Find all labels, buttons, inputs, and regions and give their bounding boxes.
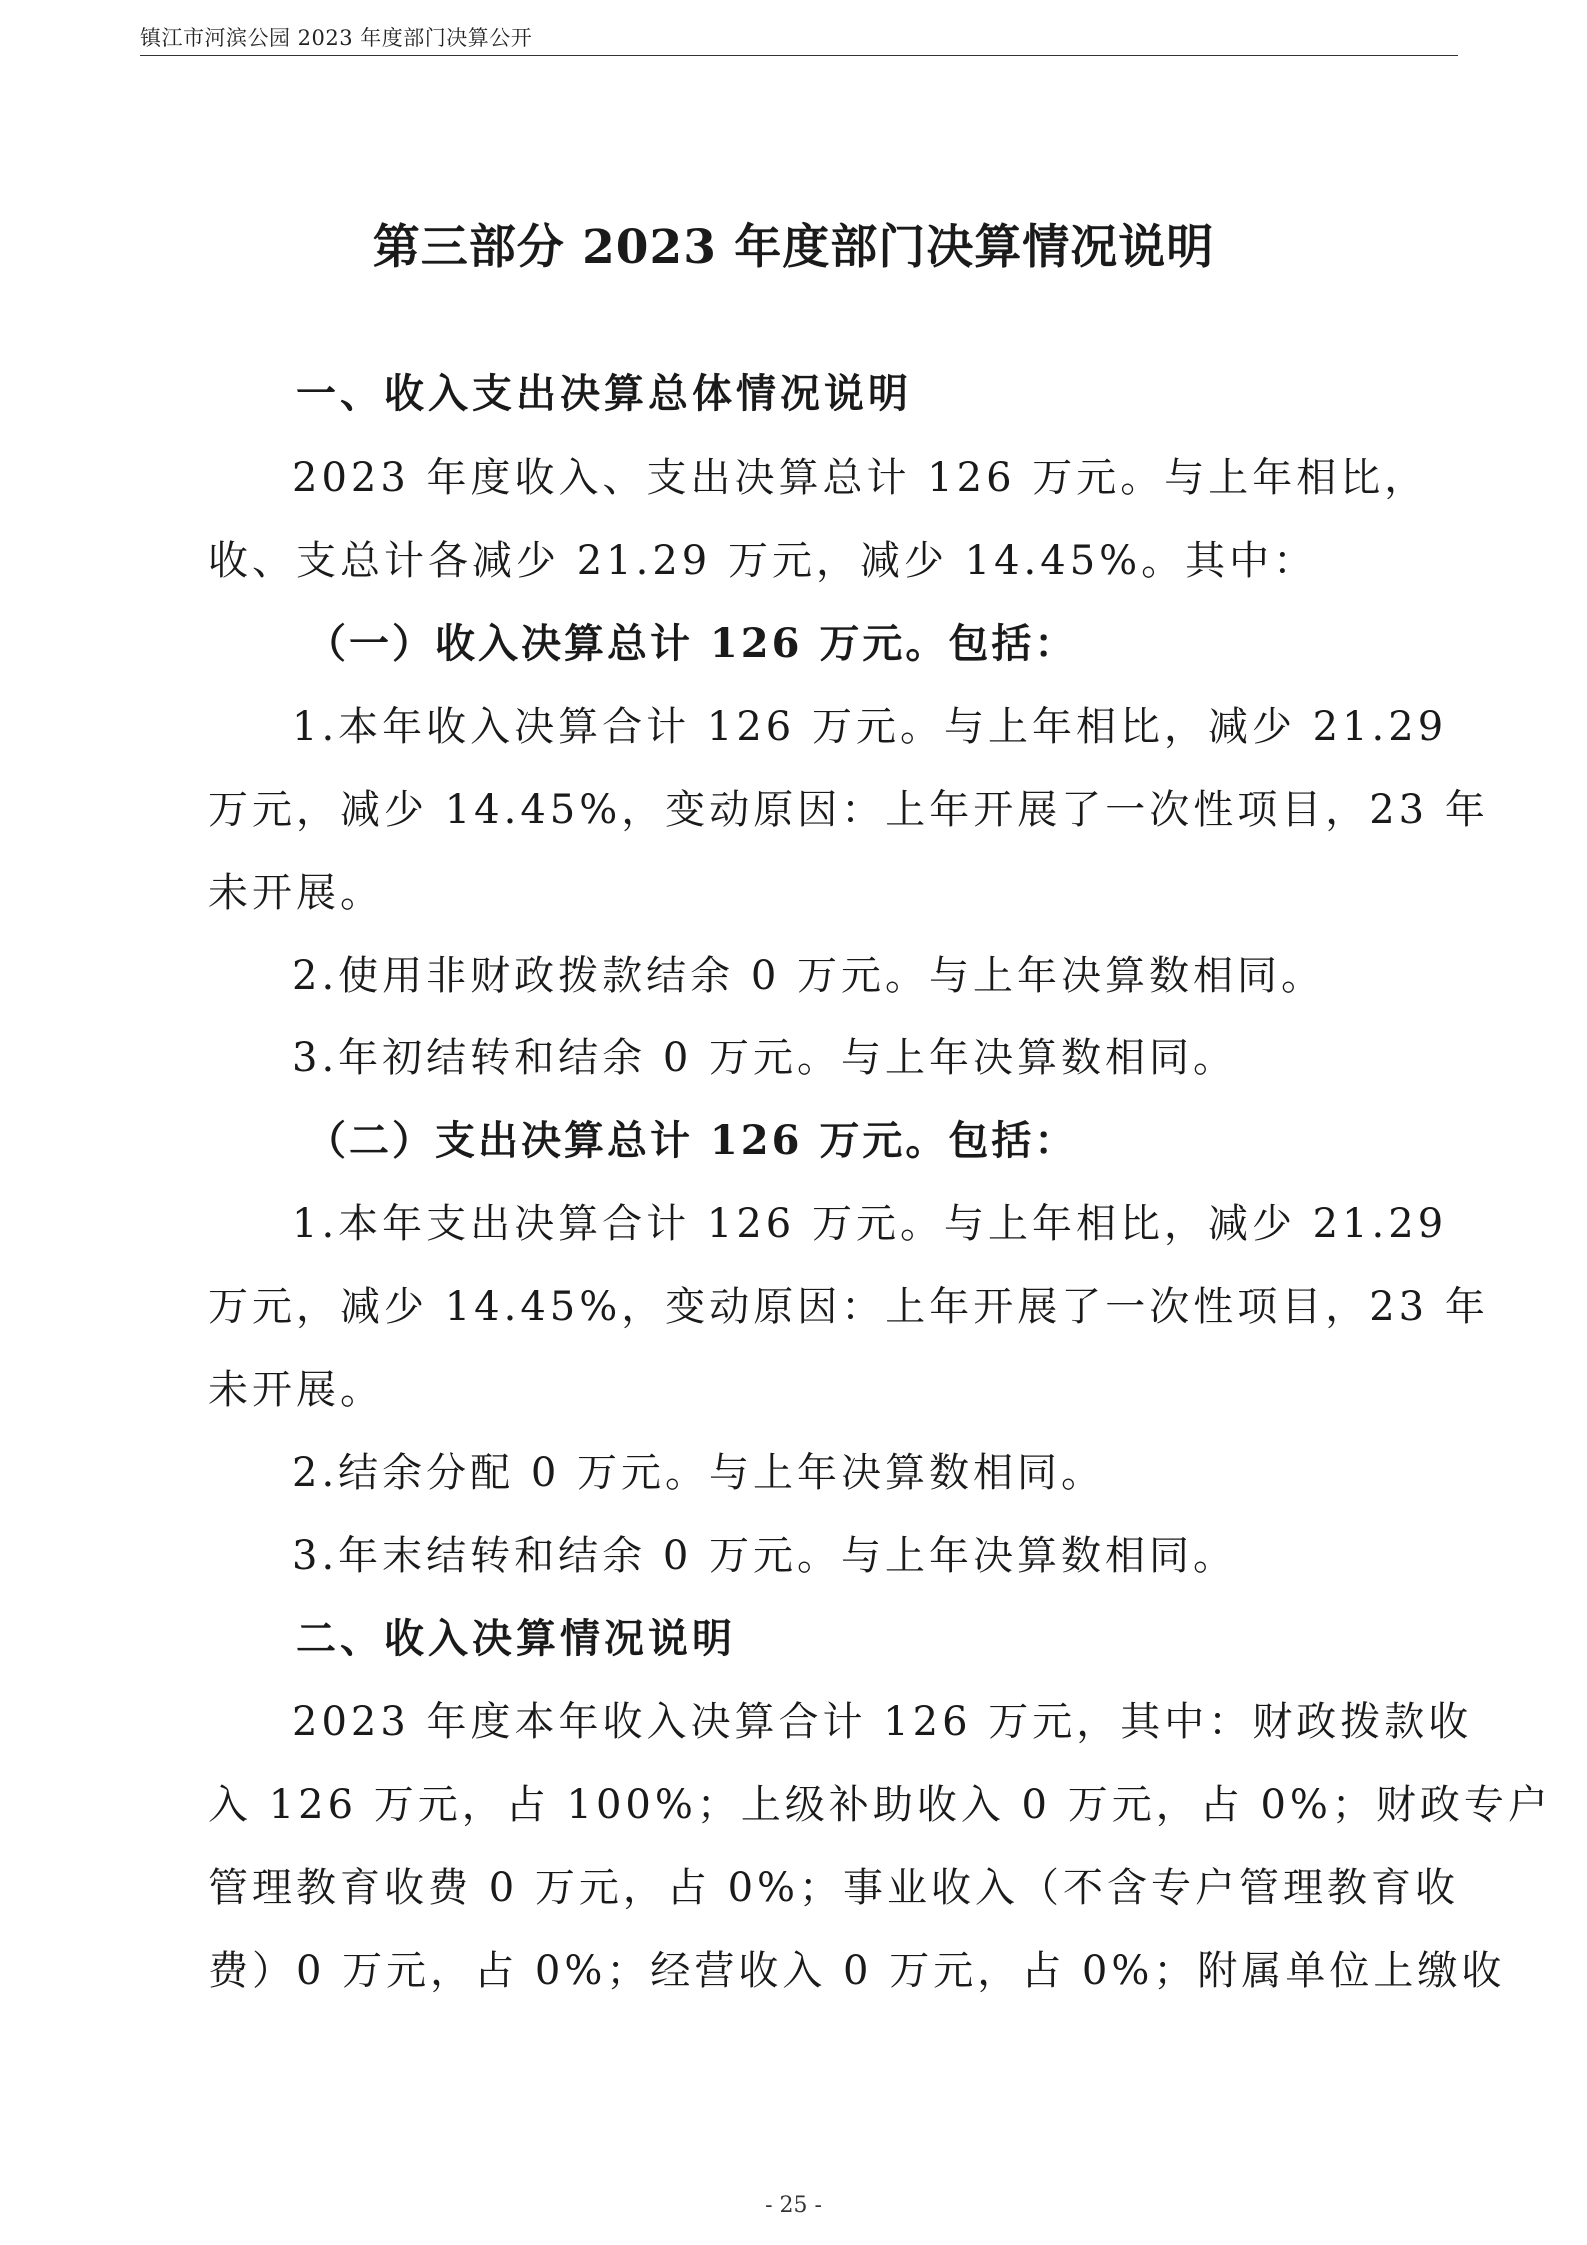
section1-p1-line1: 2023 年度收入、支出决算总计 126 万元。与上年相比， [292,455,1429,501]
section1-p1-line2: 收、支总计各减少 21.29 万元，减少 14.45%。其中： [208,538,1318,584]
section2-heading: 二、收入决算情况说明 [296,1615,736,1662]
page-number: - 25 - [765,2193,822,2218]
section2-p1-line3: 管理教育收费 0 万元，占 0%；事业收入（不含专户管理教育收 [208,1865,1460,1911]
header-rule [140,55,1458,56]
sub1-item3: 3.年初结转和结余 0 万元。与上年决算数相同。 [292,1035,1238,1081]
section2-p1-line2: 入 126 万元，占 100%；上级补助收入 0 万元，占 0%；财政专户 [208,1782,1552,1828]
section2-p1-line1: 2023 年度本年收入决算合计 126 万元，其中：财政拨款收 [292,1699,1473,1745]
sub2-item1-line1: 1.本年支出决算合计 126 万元。与上年相比，减少 21.29 [292,1201,1448,1247]
sub2-item1-line2: 万元，减少 14.45%，变动原因：上年开展了一次性项目，23 年 [208,1284,1489,1330]
sub2-item3: 3.年末结转和结余 0 万元。与上年决算数相同。 [292,1533,1238,1579]
sub1-item2: 2.使用非财政拨款结余 0 万元。与上年决算数相同。 [292,953,1326,999]
section1-heading: 一、收入支出决算总体情况说明 [296,370,912,417]
sub2-item1-line3: 未开展。 [208,1367,384,1413]
sub1-item1-line3: 未开展。 [208,870,384,916]
sub1-item1-line2: 万元，减少 14.45%，变动原因：上年开展了一次性项目，23 年 [208,787,1489,833]
running-header: 镇江市河滨公园 2023 年度部门决算公开 [140,26,533,50]
sub2-item2: 2.结余分配 0 万元。与上年决算数相同。 [292,1450,1106,1496]
sub1-item1-line1: 1.本年收入决算合计 126 万元。与上年相比，减少 21.29 [292,704,1448,750]
sub2-heading: （二）支出决算总计 126 万元。包括： [306,1117,1078,1164]
section2-p1-line4: 费）0 万元，占 0%；经营收入 0 万元，占 0%；附属单位上缴收 [208,1948,1506,1994]
page-title: 第三部分 2023 年度部门决算情况说明 [372,220,1215,275]
sub1-heading: （一）收入决算总计 126 万元。包括： [306,620,1078,667]
